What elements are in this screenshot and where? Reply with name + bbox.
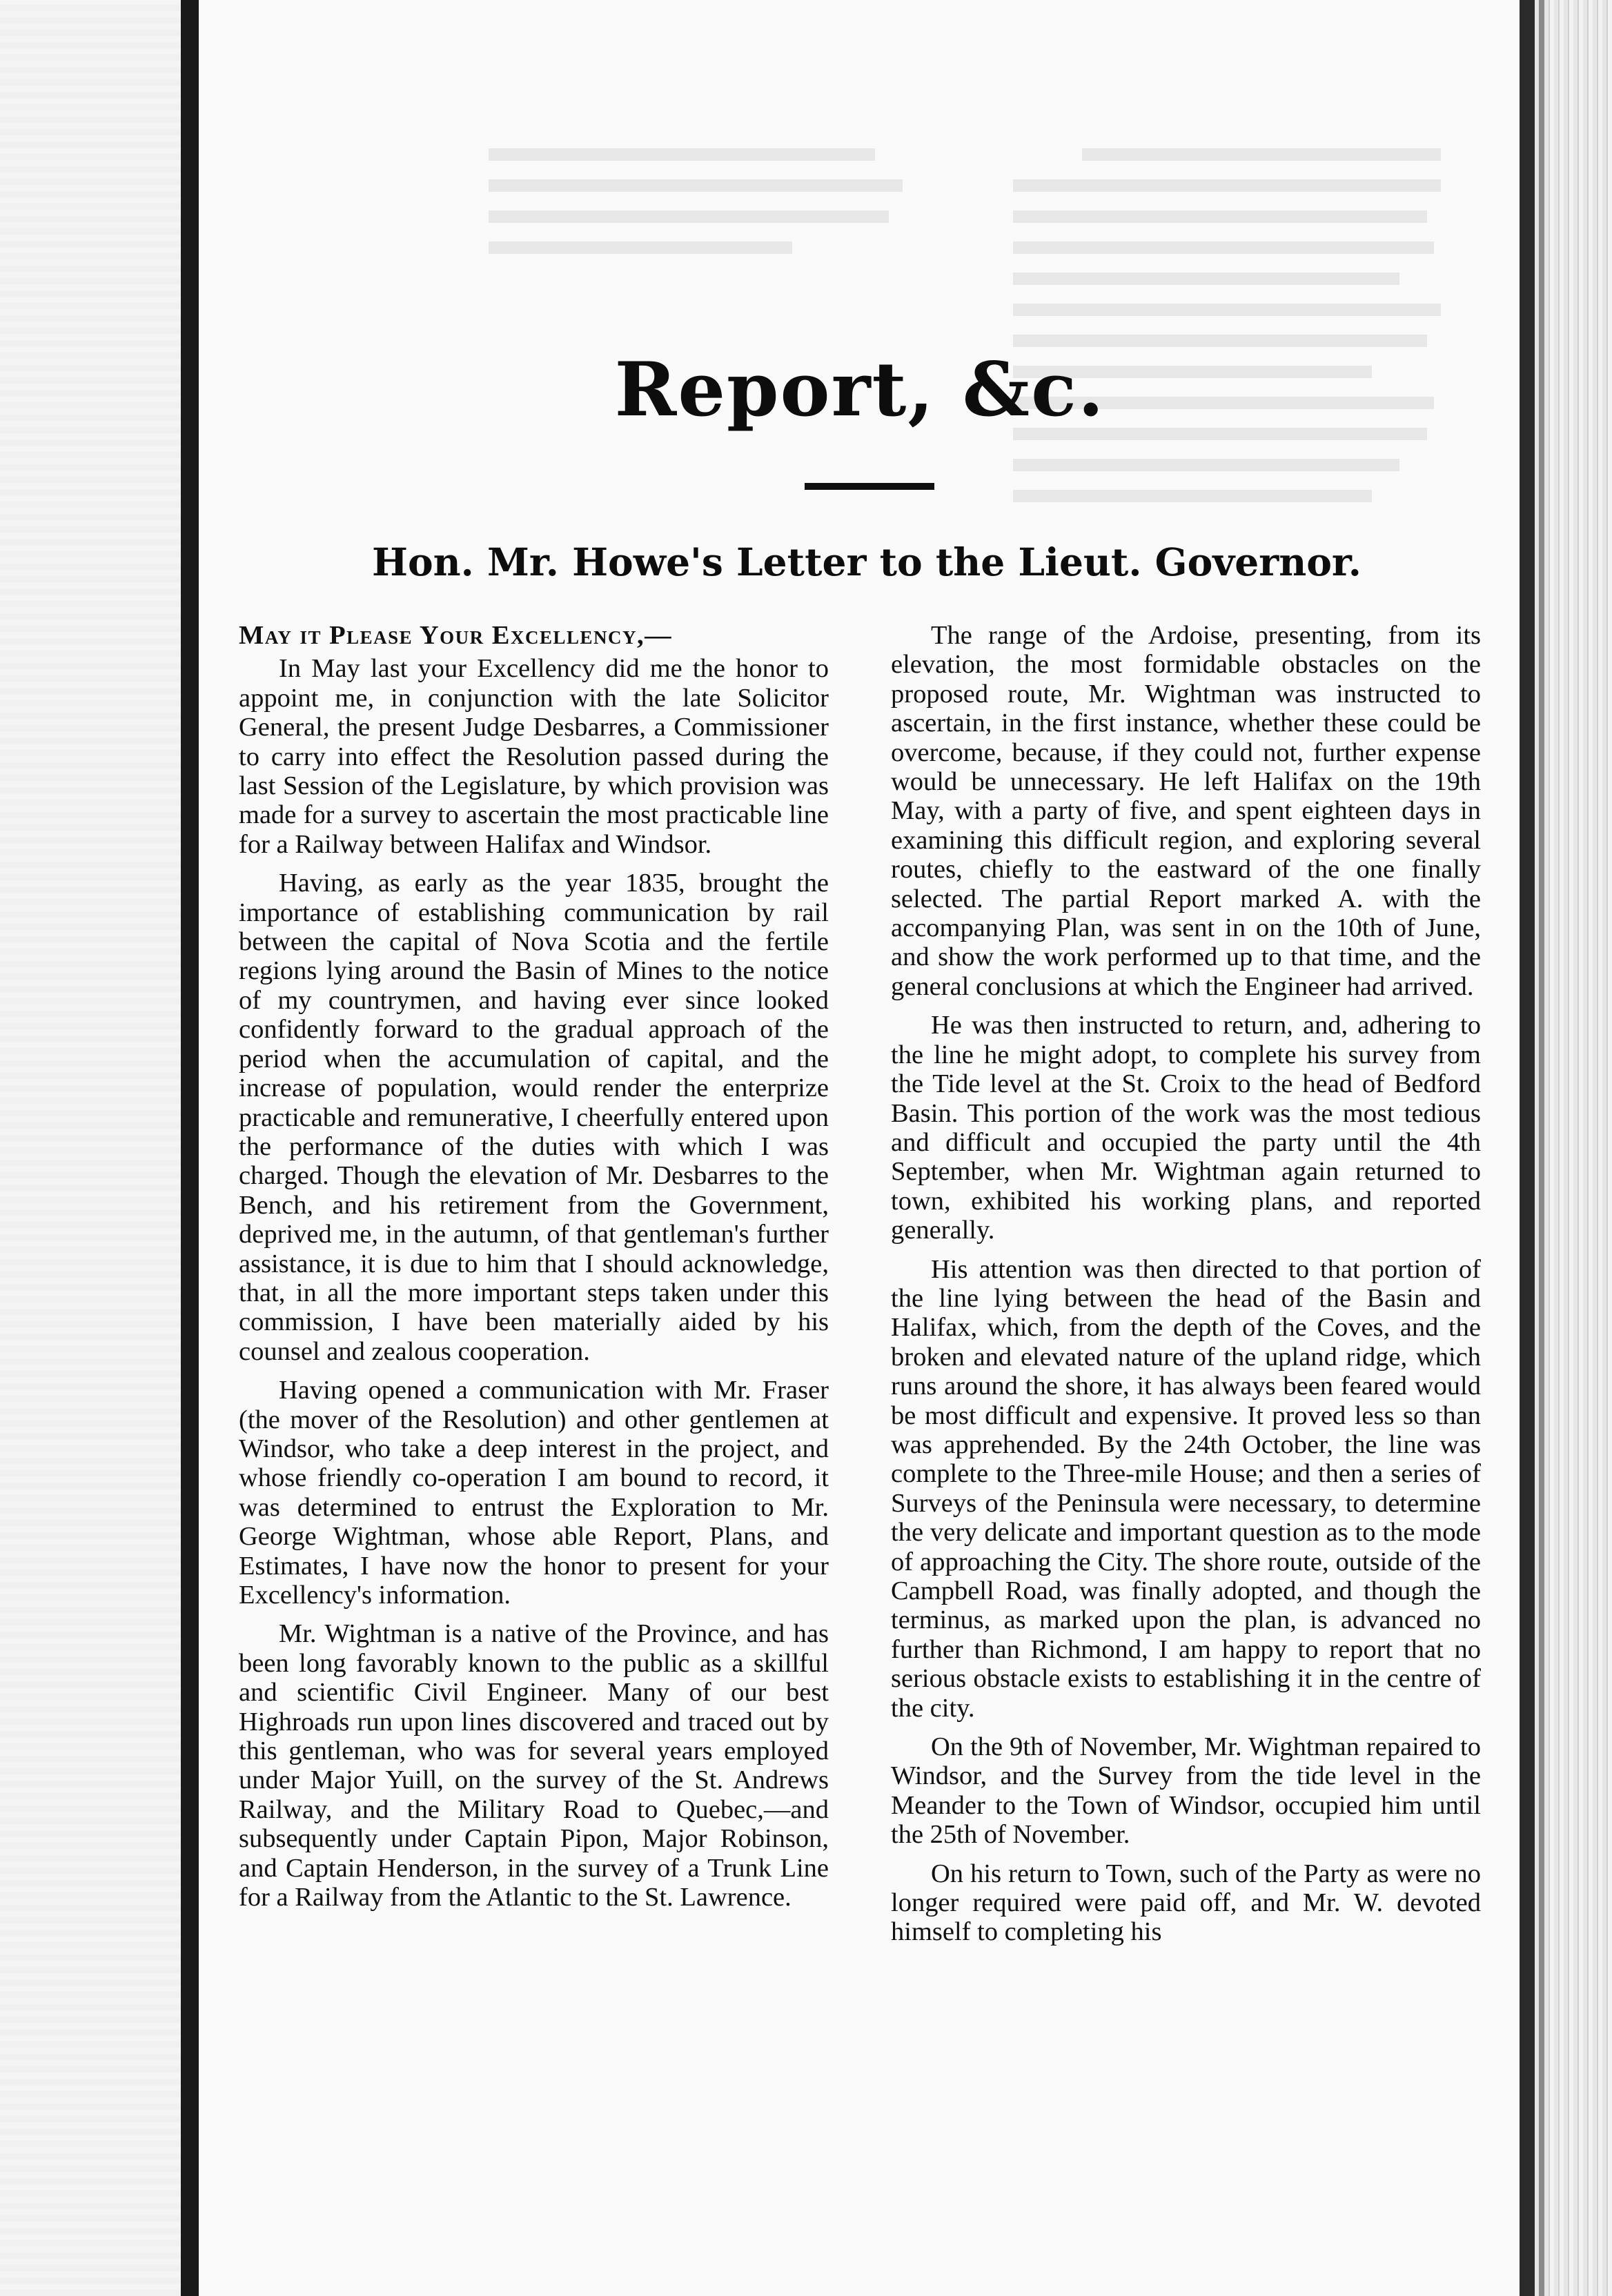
salutation: May it Please Your Excellency,— xyxy=(239,621,673,650)
right-column xyxy=(891,621,1481,1957)
paragraph: On his return to Town, such of the Party as were no longer required were paid off, and Mr. W. devoted himself to completing his xyxy=(891,1859,1481,1947)
paragraph: Having, as early as the year 1835, brought the importance of establishing communication by rail between the capital of Nova Scotia and the fertile regions lying around the Basin of Mines to the notice of my countrymen, and having ever since looked confidently forward to the gradual approach of the period when the accumulation of capital, and the increase of population, would render the enterprize practicable and remunerative, I cheerfully entered upon the performance of the duties with which I was charged. Though the elevation of Mr. Desbarres to the Bench, and his retirement from the Government, deprived me, in the autumn, of that gentleman's further assistance, it is due to him that I should acknowledge, that, in all the more important steps taken under this commission, I have been materially aided by his counsel and zealous cooperation. xyxy=(239,869,829,1366)
paragraph: Mr. Wightman is a native of the Province, and has been long favorably known to the public as a skillful and scientific Civil Engineer. Many of our best Highroads run upon lines discovered and traced out by this gentleman, who was for several years employed under Major Yuill, on the survey of the St. Andrews Railway, and the Military Road to Quebec,—and subsequently under Captain Pipon, Major Robinson, and Captain Henderson, in the survey of a Trunk Line for a Railway from the Atlantic to the St. Lawrence. xyxy=(239,1619,829,1912)
paragraph: On the 9th of November, Mr. Wightman repaired to Windsor, and the Survey from the tide level in the Meander to the Town of Windsor, occupied him until the 25th of November. xyxy=(891,1732,1481,1850)
page-title: Report, &c. xyxy=(614,346,1105,433)
paragraph: The range of the Ardoise, presenting, from its elevation, the most formidable obstacles on the proposed route, Mr. Wightman was instructed to ascertain, in the first instance, whether these could be overcome, because, if they could not, further expense would be unnecessary. He left Halifax on the 19th May, with a party of five, and spent eighteen days in examining this difficult region, and exploring several routes, chiefly to the eastward of the one finally selected. The partial Report marked A. with the accompanying Plan, was sent in on the 10th of June, and show the work performed up to that time, and the general conclusions at which the Engineer had arrived. xyxy=(891,621,1481,1001)
paragraph: He was then instructed to return, and, adhering to the line he might adopt, to complete his survey from the Tide level at the St. Croix to the head of Bedford Basin. This portion of the work was the most tedious and difficult and occupied the party until the 4th September, when Mr. Wightman again returned to town, exhibited his working plans, and reported generally. xyxy=(891,1011,1481,1245)
paragraph: His attention was then directed to that portion of the line lying between the head of the Basin and Halifax, which, from the depth of the Coves, and the broken and elevated nature of the upland ridge, which runs around the shore, it has always been feared would be most difficult and expensive. It proved less so than was apprehended. By the 24th October, the line was complete to the Three-mile House; and then a series of Surveys of the Peninsula were necessary, to determine the very delicate and important question as to the mode of approaching the City. The shore route, outside of the Campbell Road, was finally adopted, and though the terminus, as marked upon the plan, is advanced no further than Richmond, I am happy to report that no serious obstacle exists to establishing it in the centre of the city. xyxy=(891,1254,1481,1723)
page-stack-shadow xyxy=(1539,0,1544,2296)
paragraph: In May last your Excellency did me the honor to appoint me, in conjunction with the late Solicitor General, the present Judge Desbarres, a Commissioner to carry into effect the Resolution passed during the last Session of the Legislature, by which provision was made for a survey to ascertain the most practicable line for a Railway between Halifax and Windsor. xyxy=(239,654,829,859)
left-column xyxy=(239,621,829,1921)
adjacent-page-strip xyxy=(0,0,181,2296)
document-page xyxy=(199,0,1520,2296)
page-subtitle: Hon. Mr. Howe's Letter to the Lieut. Governor. xyxy=(372,540,1362,584)
binding-gutter-left xyxy=(181,0,199,2296)
binding-gutter-right xyxy=(1520,0,1535,2296)
paragraph: Having opened a communication with Mr. Fraser (the mover of the Resolution) and other gentlemen at Windsor, who take a deep interest in the project, and whose friendly co-operation I am bound to record, it was determined to entrust the Exploration to Mr. George Wightman, whose able Report, Plans, and Estimates, I have now the honor to present for your Excellency's information. xyxy=(239,1376,829,1610)
title-rule-divider xyxy=(805,483,934,490)
page-stack-edges xyxy=(1535,0,1612,2296)
adjacent-page-texture xyxy=(0,0,181,2296)
